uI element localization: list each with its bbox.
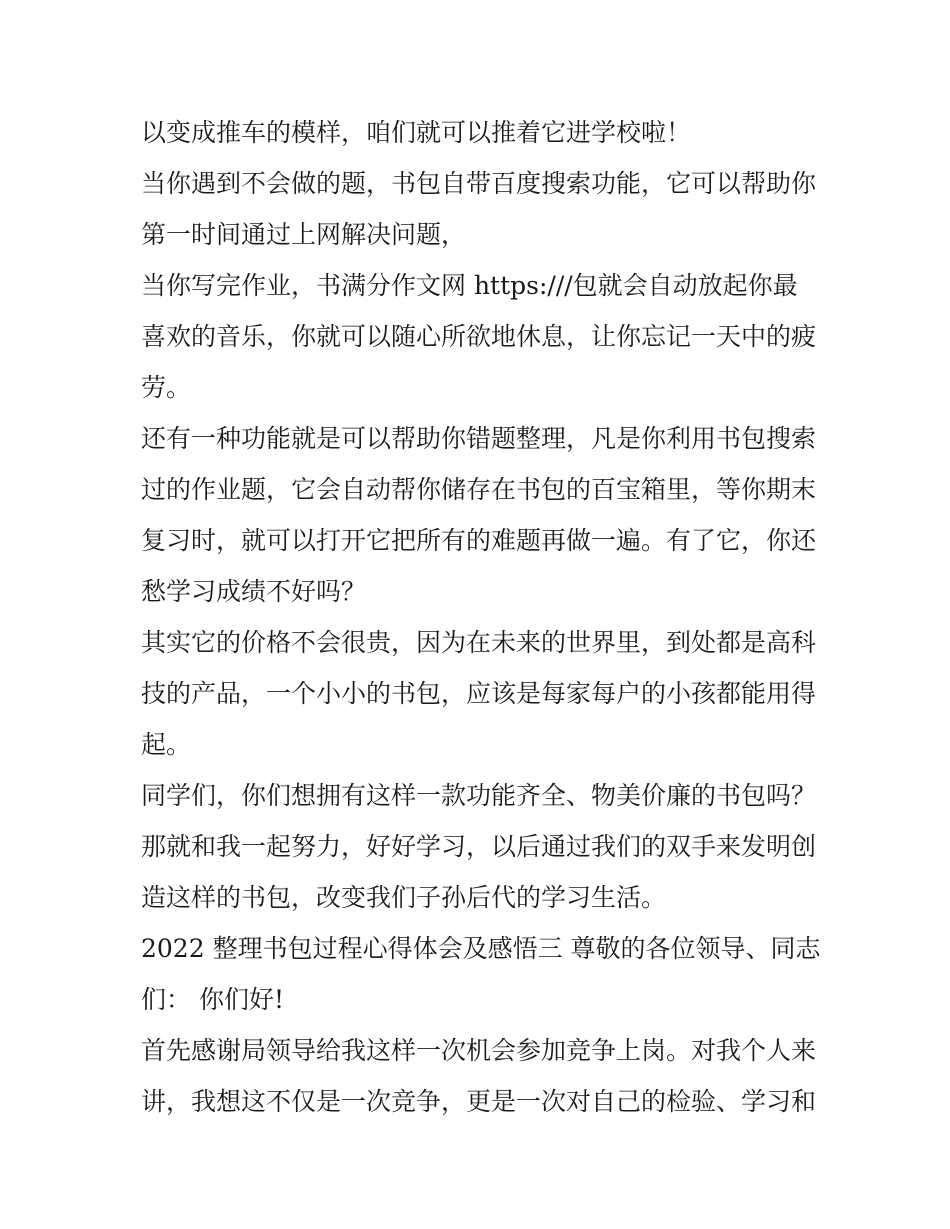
- text-line: 造这样的书包，改变我们子孙后代的学习生活。: [141, 883, 667, 912]
- text-line: 喜欢的音乐，你就可以随心所欲地休息，让你忘记一天中的疲: [141, 322, 817, 351]
- text-line: 过的作业题，它会自动帮你储存在书包的百宝箱里，等你期末: [141, 475, 817, 504]
- text-line: 复习时，就可以打开它把所有的难题再做一遍。有了它，你还: [141, 526, 817, 555]
- text-line: 技的产品，一个小小的书包，应该是每家每户的小孩都能用得: [141, 679, 817, 708]
- text-line: 们： 你们好!: [141, 985, 284, 1014]
- document-body: [141, 107, 821, 1127]
- text-line: 讲，我想这不仅是一次竞争，更是一次对自己的检验、学习和: [141, 1087, 817, 1116]
- text-line: 当你写完作业，书满分作文网 https:///包就会自动放起你最: [141, 271, 798, 300]
- text-line: 愁学习成绩不好吗？: [141, 577, 367, 606]
- text-line: 首先感谢局领导给我这样一次机会参加竞争上岗。对我个人来: [141, 1036, 817, 1065]
- text-line: 第一时间通过上网解决问题，: [141, 220, 467, 249]
- text-line: 2022 整理书包过程心得体会及感悟三 尊敬的各位领导、同志: [141, 934, 821, 963]
- text-line: 同学们，你们想拥有这样一款功能齐全、物美价廉的书包吗？: [141, 781, 817, 810]
- text-line: 那就和我一起努力，好好学习，以后通过我们的双手来发明创: [141, 832, 817, 861]
- text-line: 当你遇到不会做的题，书包自带百度搜索功能，它可以帮助你: [141, 169, 817, 198]
- text-line: 以变成推车的模样，咱们就可以推着它进学校啦！: [141, 118, 692, 147]
- text-line: 起。: [141, 730, 192, 759]
- text-line: 其实它的价格不会很贵，因为在未来的世界里，到处都是高科: [141, 628, 817, 657]
- text-line: 还有一种功能就是可以帮助你错题整理，凡是你利用书包搜索: [141, 424, 817, 453]
- text-line: 劳。: [141, 373, 192, 402]
